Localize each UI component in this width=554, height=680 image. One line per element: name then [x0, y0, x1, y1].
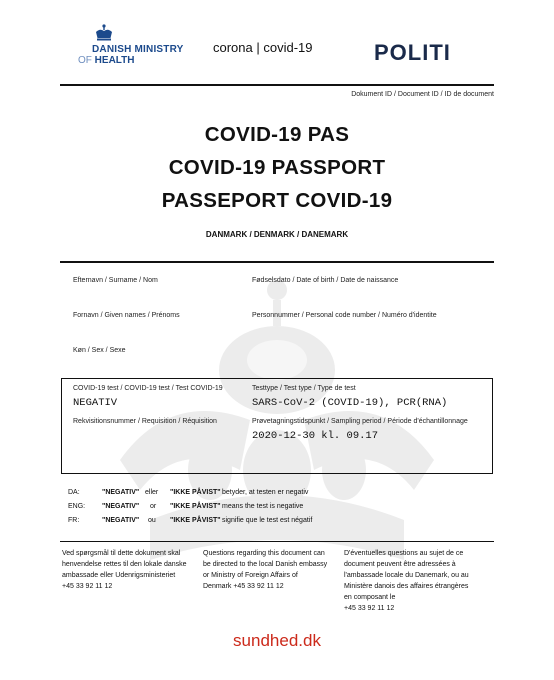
test-result-value: NEGATIV — [73, 397, 118, 409]
requisition-label: Rekvisitionsnummer / Requisition / Réquisition — [73, 418, 217, 425]
ministry-name-line1: DANISH MINISTRY — [92, 44, 184, 55]
test-type-value: SARS-CoV-2 (COVID-19), PCR(RNA) — [252, 397, 448, 409]
test-result-box — [61, 378, 493, 474]
corona-covid-logo: corona | covid-19 — [213, 40, 313, 55]
footer-english: Questions regarding this document can be directed to the local Danish embassy or Ministry of Foreign Affairs of Denmark +45 33 92 11 12 — [203, 550, 328, 590]
section-divider — [60, 261, 494, 263]
country-line: DANMARK / DENMARK / DANEMARK — [205, 230, 349, 239]
sampling-label: Prøvetagningstidspunkt / Sampling period / Période d'échantillonnage — [252, 418, 468, 425]
test-result-label: COVID-19 test / COVID-19 test / Test COVID-19 — [73, 385, 223, 392]
surname-label: Efternavn / Surname / Nom — [73, 277, 158, 284]
crown-icon — [95, 24, 113, 41]
sex-label: Køn / Sex / Sexe — [73, 347, 126, 354]
given-names-label: Fornavn / Given names / Prénoms — [73, 312, 180, 319]
dob-label: Fødselsdato / Date of birth / Date de naissance — [252, 277, 399, 284]
footer-danish: Ved spørgsmål til dette dokument skal henvendelse rettes til den lokale danske ambassade eller Udenrigsministeriet +45 33 92 11 12 — [62, 550, 187, 590]
footer-divider — [60, 541, 494, 542]
document-id-label: Dokument ID / Document ID / ID de document — [351, 91, 494, 98]
title-en: COVID-19 PASSPORT — [168, 156, 386, 179]
personal-code-label: Personnummer / Personal code number / Numéro d'identite — [252, 312, 437, 319]
test-type-label: Testtype / Test type / Type de test — [252, 385, 356, 392]
title-fr: PASSEPORT COVID-19 — [161, 189, 393, 212]
footer-french: D'éventuelles questions au sujet de ce document peuvent être adressées à l'ambassade locale du Danemark, ou au Ministère danois des affaires étrangères en composant le +45 33 92 11 12 — [344, 550, 469, 612]
sundhed-link[interactable]: sundhed.dk — [233, 631, 321, 650]
ministry-name-line2: OF HEALTH — [78, 55, 135, 66]
title-da: COVID-19 PAS — [204, 123, 350, 146]
top-divider — [60, 84, 494, 86]
politi-logo: POLITI — [374, 40, 451, 65]
sampling-value: 2020-12-30 kl. 09.17 — [252, 430, 379, 442]
